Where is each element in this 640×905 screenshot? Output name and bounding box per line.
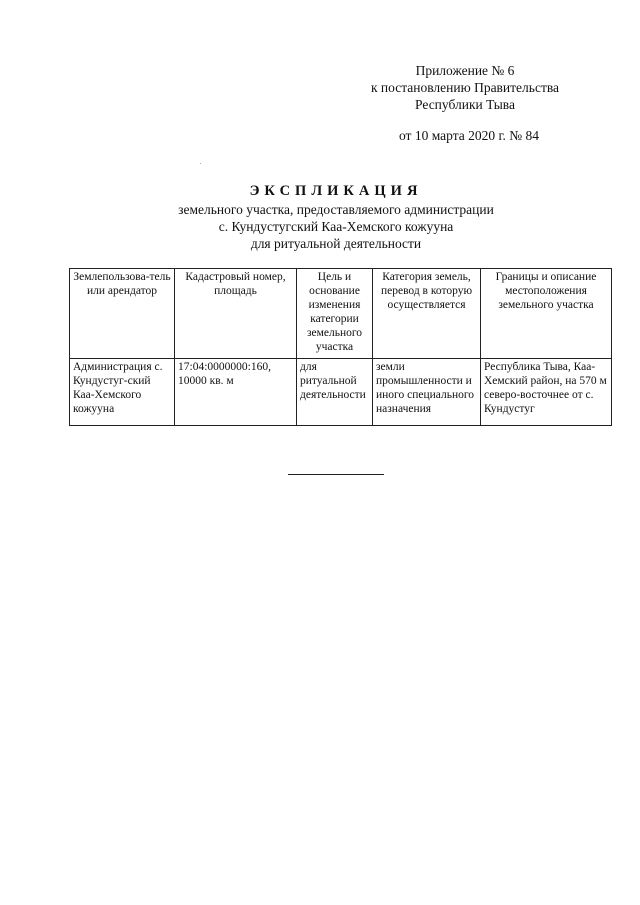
table-header-row [70,269,612,359]
cell-boundaries: Республика Тыва, Каа-Хемский район, на 570 м северо-восточнее от с. Кундустуг [481,359,612,426]
title-line-3: для ритуальной деятельности [250,236,422,251]
document-title [100,183,572,252]
header-land-category: Категория земель, перевод в которую осуществляется [373,269,481,359]
cell-purpose: для ритуальной деятельности [297,359,373,426]
title-line-1: земельного участка, предоставляемого администрации [178,202,494,217]
appendix-republic: Республики Тыва [415,97,515,112]
title-heading: ЭКСПЛИКАЦИЯ [249,183,423,199]
cell-cadastral-number: 17:04:0000000:160, 10000 кв. м [175,359,297,426]
table-row [70,359,612,426]
header-boundaries: Границы и описание местоположения земельного участка [481,269,612,359]
header-cadastral-number: Кадастровый номер, площадь [175,269,297,359]
appendix-date: от 10 марта 2020 г. № 84 [398,128,540,143]
appendix-number: Приложение № 6 [415,63,515,78]
appendix-resolution: к постановлению Правительства [370,80,560,95]
header-purpose: Цель и основание изменения категории земельного участка [297,269,373,359]
explication-table [69,268,612,426]
cell-land-user: Администрация с. Кундустуг-ский Каа-Хемского кожууна [70,359,175,426]
title-line-2: с. Кундустугский Каа-Хемского кожууна [218,219,454,234]
closing-rule [288,474,384,475]
header-land-user: Землепользова-тель или арендатор [70,269,175,359]
scan-speck [200,163,201,164]
appendix-reference [340,62,590,144]
cell-land-category: земли промышленности и иного специального назначения [373,359,481,426]
